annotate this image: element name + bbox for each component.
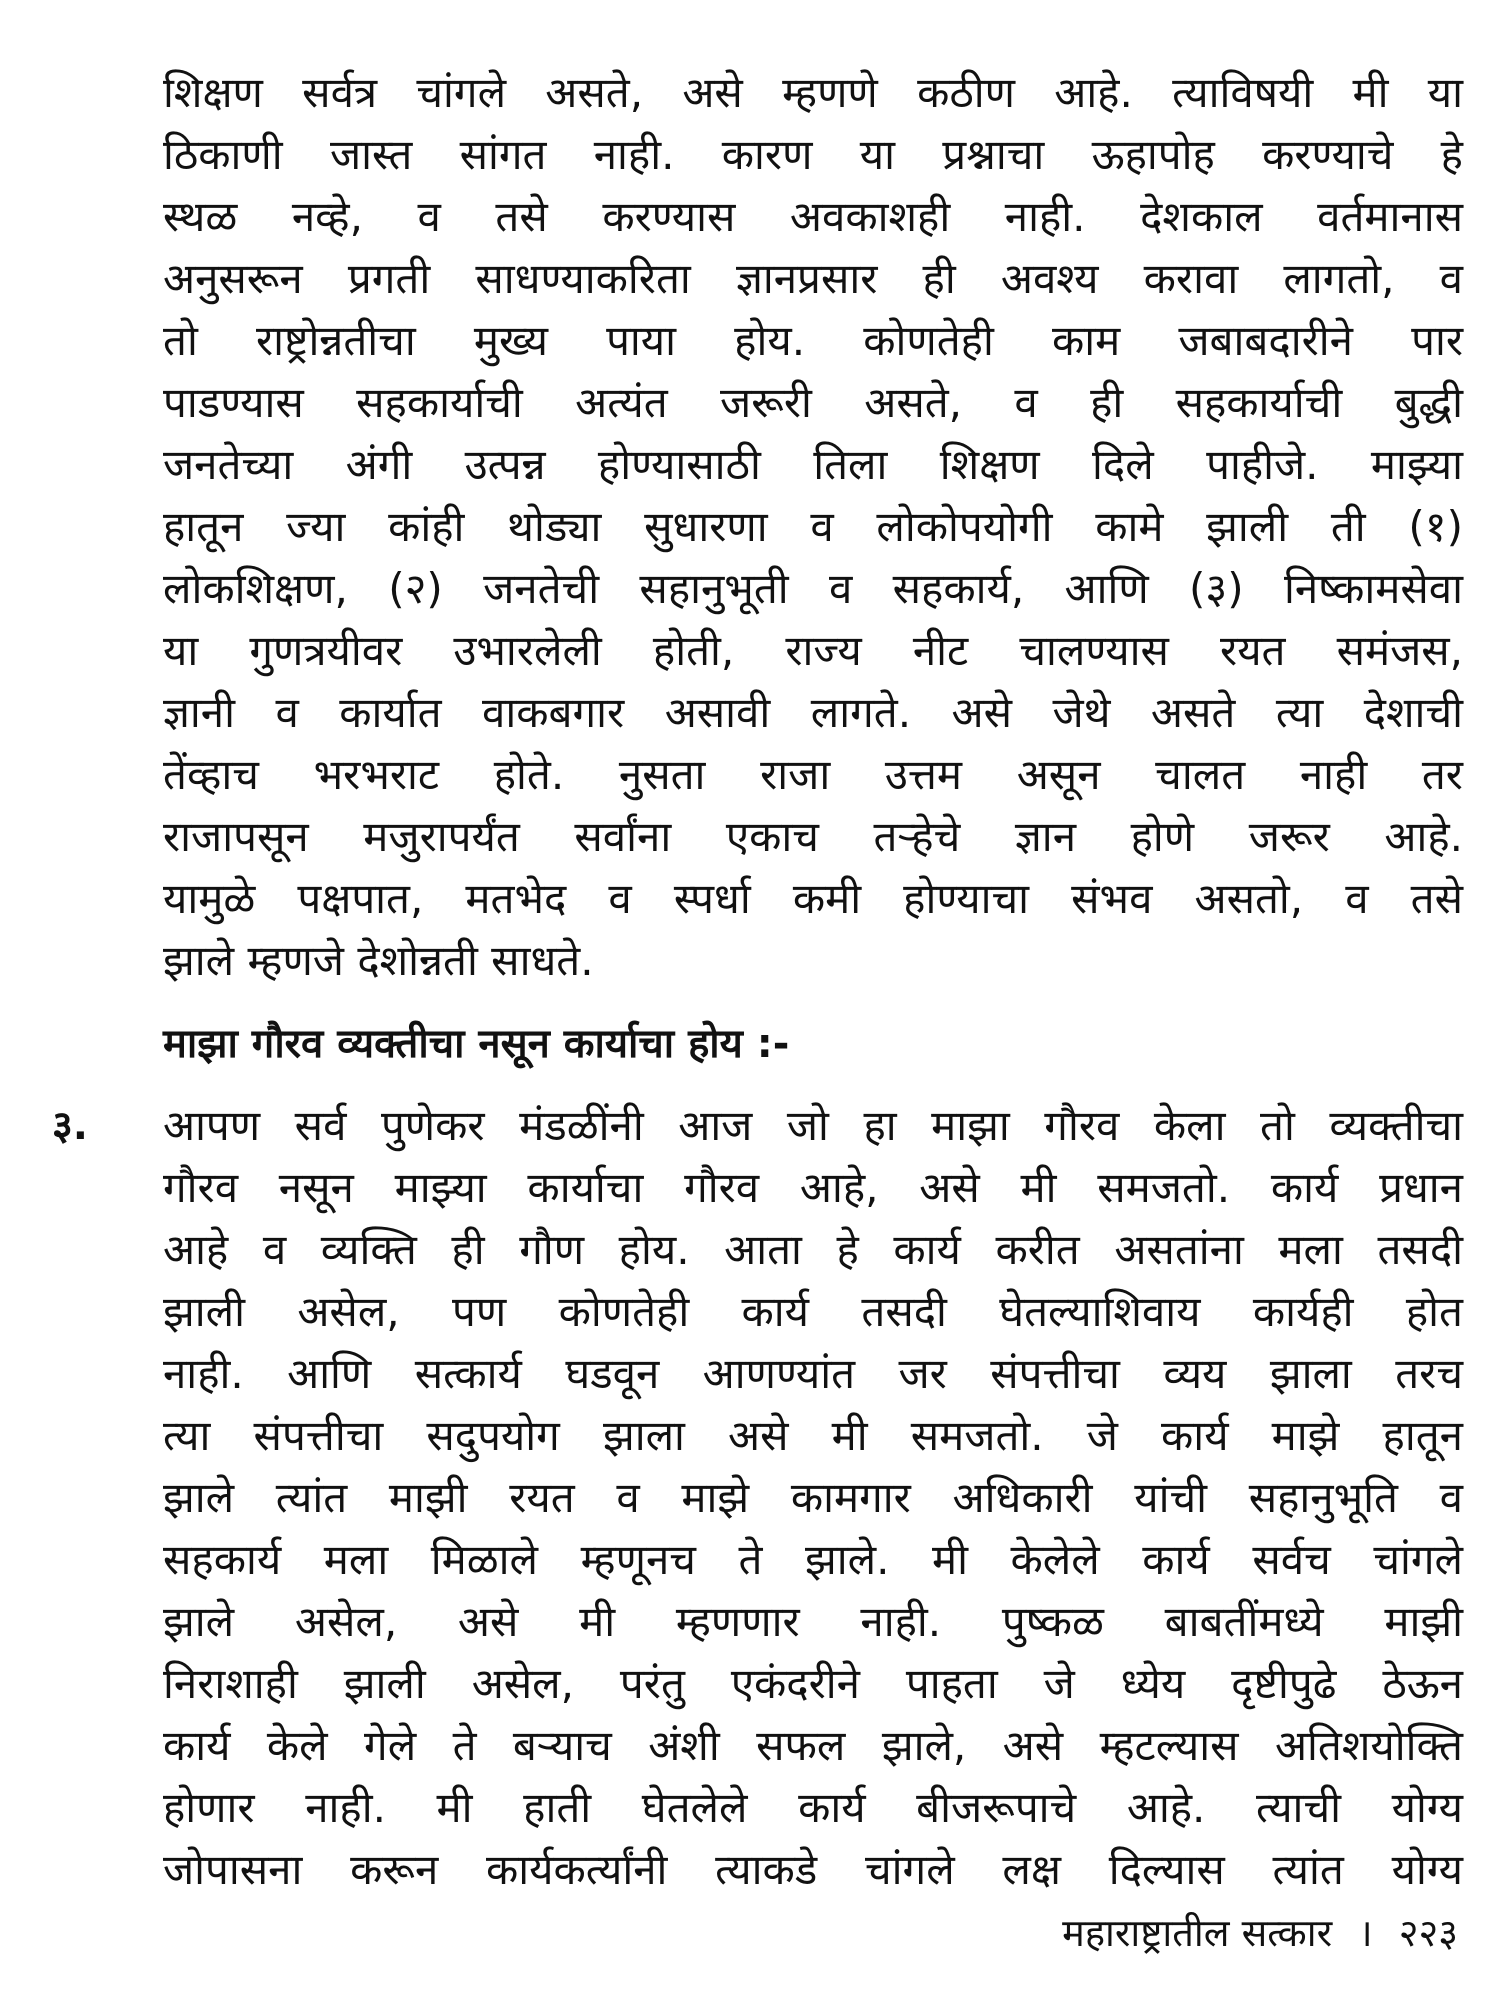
paragraph1-line-8: हातून ज्या कांही थोड्या सुधारणा व लोकोपयोगी कामे झाली ती (१) (163, 502, 1463, 551)
section-heading: माझा गौरव व्यक्तीचा नसून कार्याचा होय :- (163, 1021, 790, 1067)
paragraph1-line-11: ज्ञानी व कार्यात वाकबगार असावी लागते. असे जेथे असते त्या देशाची (163, 688, 1463, 737)
paragraph1-line-3: स्थळ नव्हे, व तसे करण्यास अवकाशही नाही. देशकाल वर्तमानास (163, 192, 1463, 241)
section-number: ३. (52, 1103, 88, 1149)
page-footer (1062, 1905, 1458, 1961)
paragraph2-line-5: नाही. आणि सत्कार्य घडवून आणण्यांत जर संपत्तीचा व्यय झाला तरच (163, 1349, 1463, 1398)
paragraph2-line-9: झाले असेल, असे मी म्हणणार नाही. पुष्कळ बाबतींमध्ये माझी (163, 1597, 1463, 1646)
paragraph2-line-13: जोपासना करून कार्यकर्त्यांनी त्याकडे चांगले लक्ष दिल्यास त्यांत योग्य (163, 1845, 1463, 1894)
paragraph2-line-6: त्या संपत्तीचा सदुपयोग झाला असे मी समजतो. जे कार्य माझे हातून (163, 1411, 1463, 1460)
paragraph1-line-2: ठिकाणी जास्त सांगत नाही. कारण या प्रश्नाचा ऊहापोह करण्याचे हे (163, 130, 1463, 179)
paragraph2-line-10: निराशाही झाली असेल, परंतु एकंदरीने पाहता जे ध्येय दृष्टीपुढे ठेऊन (163, 1659, 1463, 1708)
paragraph1-line-12: तेंव्हाच भरभराट होते. नुसता राजा उत्तम असून चालत नाही तर (163, 750, 1463, 799)
paragraph2-line-12: होणार नाही. मी हाती घेतलेले कार्य बीजरूपाचे आहे. त्याची योग्य (163, 1783, 1463, 1832)
paragraph1-line-1: शिक्षण सर्वत्र चांगले असते, असे म्हणणे कठीण आहे. त्याविषयी मी या (163, 68, 1463, 117)
paragraph1-line-14: यामुळे पक्षपात, मतभेद व स्पर्धा कमी होण्याचा संभव असतो, व तसे (163, 874, 1463, 923)
paragraph2-line-7: झाले त्यांत माझी रयत व माझे कामगार अधिकारी यांची सहानुभूति व (163, 1473, 1463, 1522)
paragraph1-line-7: जनतेच्या अंगी उत्पन्न होण्यासाठी तिला शिक्षण दिले पाहीजे. माझ्या (163, 440, 1463, 489)
paragraph1-line-4: अनुसरून प्रगती साधण्याकरिता ज्ञानप्रसार ही अवश्य करावा लागतो, व (163, 254, 1463, 303)
paragraph1-line-9: लोकशिक्षण, (२) जनतेची सहानुभूती व सहकार्य, आणि (३) निष्कामसेवा (163, 564, 1463, 613)
paragraph2-line-8: सहकार्य मला मिळाले म्हणूनच ते झाले. मी केलेले कार्य सर्वच चांगले (163, 1535, 1463, 1584)
paragraph1-line-15: झाले म्हणजे देशोन्नती साधते. (163, 936, 594, 985)
paragraph1-line-10: या गुणत्रयीवर उभारलेली होती, राज्य नीट चालण्यास रयत समंजस, (163, 626, 1463, 675)
paragraph2-line-3: आहे व व्यक्ति ही गौण होय. आता हे कार्य करीत असतांना मला तसदी (163, 1225, 1463, 1274)
paragraph1-line-5: तो राष्ट्रोन्नतीचा मुख्य पाया होय. कोणतेही काम जबाबदारीने पार (163, 316, 1463, 365)
footer-book-title: महाराष्ट्रातील सत्कार (1062, 1911, 1333, 1955)
paragraph2-line-1: आपण सर्व पुणेकर मंडळींनी आज जो हा माझा गौरव केला तो व्यक्तीचा (163, 1101, 1463, 1150)
footer-page-number: २२३ (1398, 1911, 1458, 1955)
paragraph1-line-6: पाडण्यास सहकार्याची अत्यंत जरूरी असते, व ही सहकार्याची बुद्धी (163, 378, 1463, 427)
footer-separator: । (1358, 1911, 1373, 1955)
paragraph2-line-11: कार्य केले गेले ते बऱ्याच अंशी सफल झाले, असे म्हटल्यास अतिशयोक्ति (163, 1721, 1463, 1770)
paragraph2-line-2: गौरव नसून माझ्या कार्याचा गौरव आहे, असे मी समजतो. कार्य प्रधान (163, 1163, 1463, 1212)
paragraph2-line-4: झाली असेल, पण कोणतेही कार्य तसदी घेतल्याशिवाय कार्यही होत (163, 1287, 1463, 1336)
paragraph1-line-13: राजापसून मजुरापर्यंत सर्वांना एकाच तऱ्हेचे ज्ञान होणे जरूर आहे. (163, 812, 1463, 861)
